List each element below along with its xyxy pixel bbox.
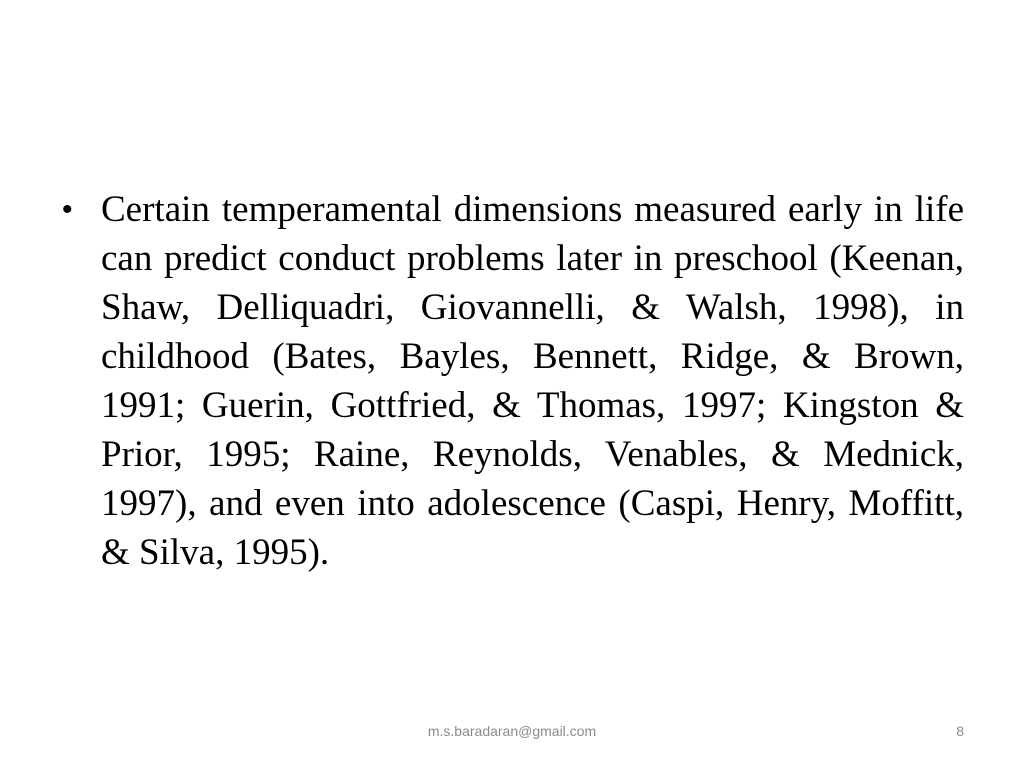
- bullet-item: [62, 185, 964, 577]
- slide-body: [62, 185, 964, 577]
- bullet-marker: •: [62, 193, 73, 226]
- footer-email: m.s.baradaran@gmail.com: [427, 723, 597, 739]
- slide-number: 8: [956, 723, 964, 739]
- bullet-text: Certain temperamental dimensions measured early in life can predict conduct problems later in preschool (Keenan, Shaw, Delliquadri, Giovannelli, & Walsh, 1998), in childhood (Bates, Bayles, Bennett, Ridge, & Brown, 1991; Guerin, Gottfried, & Thomas, 1997; Kingston & Prior, 1995; Raine, Reynolds, Venables, & Mednick, 1997), and even into adolescence (Caspi, Henry, Moffitt, & Silva, 1995).: [101, 189, 964, 573]
